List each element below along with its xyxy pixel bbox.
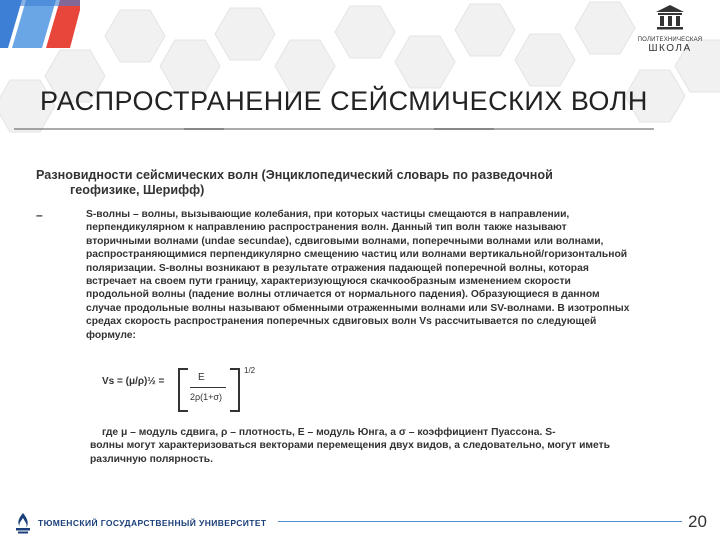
formula-numerator: E (198, 372, 205, 383)
school-logo (634, 4, 706, 54)
slide-body (36, 168, 636, 342)
hexagon-background (0, 0, 720, 170)
list-item (36, 208, 636, 342)
s-wave-description: S-волны – волны, вызывающие колебания, при которых частицы смещаются в направлении, перпендикулярном к направлению распространения волн. Данный тип волн также называют вторичными волнами (undae secundae), сдвиговыми волнами, поперечными волнами или волнами, распространяющимися перпендикулярно смещению частиц или волнами вертикальной/горизонтальной поляризации. S-волны возникают в результате отражения падающей поперечной волны, которая встречает на своем пути границу, характеризующуюся скачкообразным изменением скорости продольной волны (падение волны отличается от нормального падения). Образующиеся в данном случае продольные волны называют обменными отраженными волнами или SV-волнами. В изотропных средах скорость распространения поперечных сдвиговых волн Vs рассчитывается по следующей формуле: (86, 209, 630, 341)
explanation-line-1: где μ – модуль сдвига, ρ – плотность, E – модуль Юнга, а σ – коэффициент Пуассона. S- (102, 427, 556, 438)
page-number: 20 (688, 512, 707, 531)
formula-denominator: 2ρ(1+σ) (190, 392, 222, 402)
formula-fraction-bar (190, 387, 226, 388)
explanation-line-2: волны могут характеризоваться векторами перемещения двух видов, а следовательно, могут иметь различную полярность. (90, 440, 610, 465)
bullet-dash: – (36, 208, 43, 222)
formula-exponent: 1/2 (244, 366, 256, 375)
title-underline (14, 126, 654, 132)
formula-bracket-right (230, 368, 240, 412)
formula-lhs: Vs = (μ/ρ)½ = (102, 376, 165, 387)
logo-line-1: ПОЛИТЕХНИЧЕСКАЯ (637, 37, 703, 43)
university-name: ТЮМЕНСКИЙ ГОСУДАРСТВЕННЫЙ УНИВЕРСИТЕТ (38, 518, 267, 528)
shear-velocity-formula (102, 368, 302, 412)
section-heading (36, 168, 636, 198)
slide-title: РАСПРОСТРАНЕНИЕ СЕЙСМИЧЕСКИХ ВОЛН (40, 86, 648, 116)
building-columns-icon (655, 4, 685, 30)
footer-divider (278, 521, 682, 522)
formula-explanation (90, 426, 630, 466)
formula-bracket-left (178, 368, 188, 412)
university-flame-icon (14, 512, 32, 534)
logo-line-2: ШКОЛА (648, 43, 692, 54)
corner-stripes-decoration (0, 0, 80, 48)
heading-line-1: Разновидности сейсмических волн (Энциклопедический словарь по разведочной (36, 168, 553, 182)
heading-line-2: геофизике, Шерифф) (70, 183, 205, 197)
